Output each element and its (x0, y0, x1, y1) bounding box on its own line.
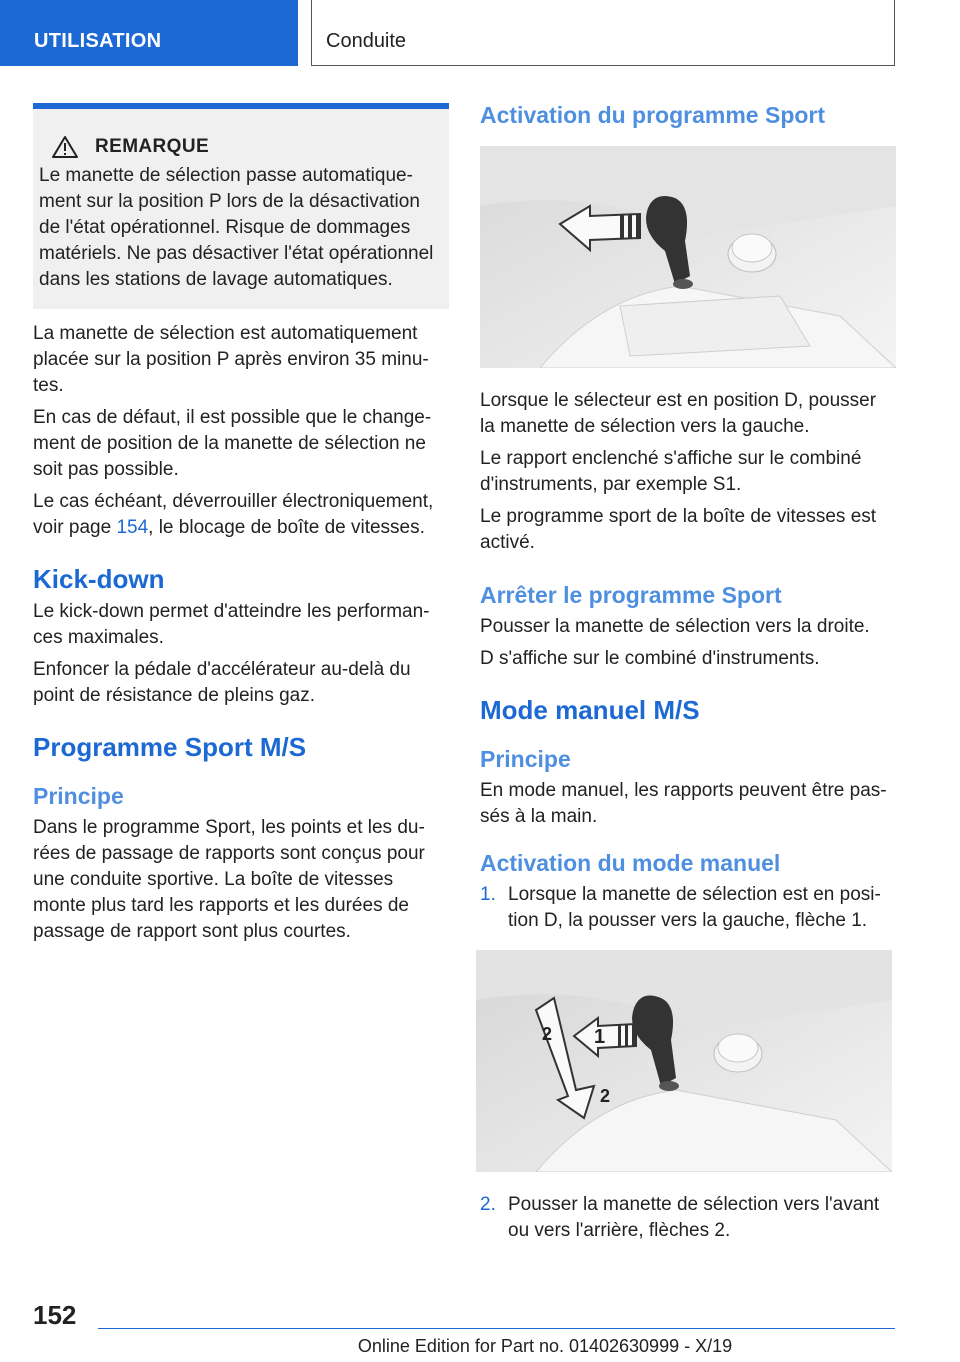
heading-kickdown: Kick-down (33, 564, 165, 594)
page-link[interactable]: 154 (116, 517, 149, 538)
heading-principle-2: Principe (480, 746, 571, 772)
footer-edition: Online Edition for Part no. 01402630999 - X/19 (357, 1336, 733, 1356)
heading-manual-mode: Mode manuel M/S (480, 695, 700, 725)
notice-title: REMARQUE (95, 136, 210, 157)
unlock-text-start: Le cas échéant, déverrouiller électroniquement, voir page (33, 491, 434, 538)
gear-selector-illustration-arrows (476, 950, 892, 1172)
paragraph-activation-3: Le programme sport de la boîte de vitesses est activé. (480, 506, 877, 553)
chapter-tab (311, 0, 895, 66)
footer-divider (98, 1328, 895, 1329)
warning-icon (51, 135, 79, 159)
steps-list-1 (480, 882, 896, 934)
paragraph-kickdown-1: Le kick-down permet d'atteindre les performan-ces maximales. (33, 601, 430, 648)
chapter-title: Conduite (326, 30, 407, 52)
paragraph-activation-2: Le rapport enclenché s'affiche sur le combiné d'instruments, par exemple S1. (480, 448, 862, 495)
step-number: 2. (480, 1194, 496, 1215)
section-tab (0, 0, 298, 66)
gear-selector-illustration-left (480, 146, 896, 368)
paragraph-activation-1: Lorsque le sélecteur est en position D, pousser la manette de sélection vers la gauche. (480, 390, 877, 437)
notice-box (33, 103, 449, 309)
heading-activation-sport: Activation du programme Sport (480, 102, 826, 128)
heading-stop-sport: Arrêter le programme Sport (480, 582, 782, 608)
step-text: Pousser la manette de sélection vers l'avant ou vers l'arrière, flèches 2. (508, 1194, 880, 1241)
arrow-label-2: 2 (600, 1086, 611, 1106)
section-title: UTILISATION (34, 30, 162, 52)
paragraph-defect: En cas de défaut, il est possible que le change-ment de position de la manette de sélection ne soit pas possible. (33, 407, 432, 480)
notice-header (51, 135, 439, 159)
heading-principle: Principe (33, 783, 124, 809)
paragraph-principle-2: En mode manuel, les rapports peuvent être pas-sés à la main. (480, 780, 887, 827)
arrow-label-2: 2 (542, 1024, 553, 1044)
paragraph-unlock (33, 489, 449, 541)
notice-text: Le manette de sélection passe automatique-ment sur la position P lors de la désactivation de l'état opérationnel. Risque de dommages matériels. Ne pas désactiver l'état opérationnel dans les stations de lavage automatiques. (39, 165, 434, 290)
arrow-label-1: 1 (594, 1026, 606, 1048)
list-item (480, 1192, 896, 1244)
paragraph-auto-park: La manette de sélection est automatiquement placée sur la position P après environ 35 minu-tes. (33, 323, 429, 396)
unlock-text-end: , le blocage de boîte de vitesses. (148, 517, 425, 538)
left-column (33, 103, 449, 951)
paragraph-stop-1: Pousser la manette de sélection vers la droite. (480, 616, 870, 637)
page-number: 152 (33, 1300, 77, 1330)
heading-sport-program: Programme Sport M/S (33, 732, 307, 762)
right-column (480, 100, 896, 1244)
step-text: Lorsque la manette de sélection est en posi-tion D, la pousser vers la gauche, flèche 1. (508, 884, 881, 931)
heading-activation-manual: Activation du mode manuel (480, 850, 781, 876)
paragraph-kickdown-2: Enfoncer la pédale d'accélérateur au-delà du point de résistance de pleins gaz. (33, 659, 411, 706)
steps-list-2 (480, 1192, 896, 1244)
paragraph-stop-2: D s'affiche sur le combiné d'instruments. (480, 648, 820, 669)
paragraph-principle: Dans le programme Sport, les points et les du-rées de passage de rapports sont conçus pour une conduite sportive. La boîte de vitesses monte plus tard les rapports et les durées de passage de rapport sont plus courtes. (33, 817, 425, 942)
list-item (480, 882, 896, 934)
step-number: 1. (480, 884, 496, 905)
